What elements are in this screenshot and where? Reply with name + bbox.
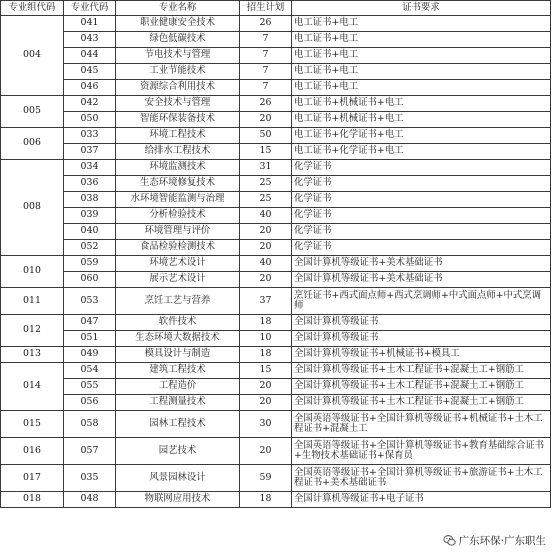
table-row	[1, 315, 551, 331]
table-row	[1, 80, 551, 96]
plan-cell: 26	[240, 96, 292, 112]
table-row	[1, 438, 551, 465]
major-name-cell: 烹饪工艺与营养	[116, 288, 240, 315]
table-row	[1, 347, 551, 363]
major-name-cell: 给排水工程技术	[116, 144, 240, 160]
certificate-cell: 电工证书+电工	[292, 64, 551, 80]
group-code-cell: 013	[1, 347, 64, 363]
table-row	[1, 492, 551, 508]
major-name-cell: 节电技术与管理	[116, 48, 240, 64]
certificate-cell: 全国计算机等级证书	[292, 331, 551, 347]
major-code-cell: 055	[64, 379, 116, 395]
certificate-cell: 全国计算机等级证书+美术基础证书	[292, 272, 551, 288]
major-name-cell: 工程造价	[116, 379, 240, 395]
plan-cell: 30	[240, 411, 292, 438]
major-code-cell: 041	[64, 16, 116, 32]
major-code-cell: 035	[64, 465, 116, 492]
table-row	[1, 411, 551, 438]
table-row	[1, 363, 551, 379]
plan-cell: 15	[240, 363, 292, 379]
group-code-cell: 006	[1, 128, 64, 160]
group-code-cell: 018	[1, 492, 64, 508]
major-name-cell: 环境工程技术	[116, 128, 240, 144]
plan-cell: 20	[240, 112, 292, 128]
certificate-cell: 全国英语等级证书+全国计算机等级证书+机械证书+土木工程证书+混凝土工	[292, 411, 551, 438]
table-row	[1, 395, 551, 411]
major-code-cell: 053	[64, 288, 116, 315]
certificate-cell: 全国计算机等级证书+机械证书+模具工	[292, 347, 551, 363]
table-row	[1, 96, 551, 112]
major-code-cell: 049	[64, 347, 116, 363]
major-name-cell: 环境管理与评价	[116, 224, 240, 240]
table-row	[1, 240, 551, 256]
table-row	[1, 64, 551, 80]
plan-cell: 20	[240, 379, 292, 395]
certificate-cell: 全国计算机等级证书+美术基础证书	[292, 256, 551, 272]
major-name-cell: 智能环保装备技术	[116, 112, 240, 128]
header-group-code: 专业组代码	[1, 1, 64, 16]
group-code-cell: 014	[1, 363, 64, 411]
major-code-cell: 033	[64, 128, 116, 144]
group-code-cell: 017	[1, 465, 64, 492]
plan-cell: 20	[240, 395, 292, 411]
major-code-cell: 046	[64, 80, 116, 96]
major-code-cell: 045	[64, 64, 116, 80]
major-name-cell: 资源综合利用技术	[116, 80, 240, 96]
certificate-cell: 化学证书	[292, 208, 551, 224]
header-certificate: 证书要求	[292, 1, 551, 16]
major-name-cell: 安全技术与管理	[116, 96, 240, 112]
certificate-cell: 电工证书+机械证书+电工	[292, 96, 551, 112]
major-name-cell: 软件技术	[116, 315, 240, 331]
table-body	[1, 16, 551, 508]
plan-cell: 31	[240, 160, 292, 176]
watermark-text: 广东环保·广东职生	[458, 535, 546, 547]
plan-cell: 7	[240, 32, 292, 48]
certificate-cell: 全国英语等级证书+全国计算机等级证书+旅游证书+土木工程证书+美术基础证书	[292, 465, 551, 492]
certificate-cell: 全国英语等级证书+全国计算机等级证书+教育基础综合证书+生物技术基础证书+保育员	[292, 438, 551, 465]
major-code-cell: 043	[64, 32, 116, 48]
group-code-cell: 004	[1, 16, 64, 96]
plan-cell: 59	[240, 465, 292, 492]
major-code-cell: 060	[64, 272, 116, 288]
major-name-cell: 物联网应用技术	[116, 492, 240, 508]
group-code-cell: 011	[1, 288, 64, 315]
major-name-cell: 模具设计与制造	[116, 347, 240, 363]
major-code-cell: 039	[64, 208, 116, 224]
major-code-cell: 036	[64, 176, 116, 192]
certificate-cell: 全国计算机等级证书+电子证书	[292, 492, 551, 508]
certificate-cell: 全国计算机等级证书+土木工程证书+混凝土工+钢筋工	[292, 363, 551, 379]
certificate-cell: 烹饪证书+西式面点师+西式烹调师+中式面点师+中式烹调师	[292, 288, 551, 315]
table-row	[1, 176, 551, 192]
plan-cell: 7	[240, 80, 292, 96]
major-name-cell: 工业节能技术	[116, 64, 240, 80]
plan-cell: 26	[240, 16, 292, 32]
group-code-cell: 008	[1, 160, 64, 256]
table-row	[1, 331, 551, 347]
major-name-cell: 工程测量技术	[116, 395, 240, 411]
table-row	[1, 48, 551, 64]
certificate-cell: 电工证书+化学证书+电工	[292, 128, 551, 144]
watermark	[440, 532, 549, 549]
table-row	[1, 192, 551, 208]
plan-cell: 25	[240, 176, 292, 192]
major-name-cell: 环境监测技术	[116, 160, 240, 176]
certificate-cell: 化学证书	[292, 160, 551, 176]
plan-cell: 40	[240, 208, 292, 224]
table-row	[1, 224, 551, 240]
major-code-cell: 040	[64, 224, 116, 240]
plan-cell: 20	[240, 240, 292, 256]
certificate-cell: 电工证书+机械证书+电工	[292, 112, 551, 128]
major-code-cell: 044	[64, 48, 116, 64]
table-row	[1, 208, 551, 224]
major-code-cell: 034	[64, 160, 116, 176]
plan-cell: 50	[240, 128, 292, 144]
header-plan: 招生计划	[240, 1, 292, 16]
major-code-cell: 048	[64, 492, 116, 508]
certificate-cell: 电工证书+电工	[292, 48, 551, 64]
major-code-cell: 058	[64, 411, 116, 438]
group-code-cell: 010	[1, 256, 64, 288]
group-code-cell: 012	[1, 315, 64, 347]
major-name-cell: 展示艺术设计	[116, 272, 240, 288]
major-name-cell: 食品检验检测技术	[116, 240, 240, 256]
plan-cell: 20	[240, 272, 292, 288]
major-name-cell: 园林工程技术	[116, 411, 240, 438]
certificate-cell: 化学证书	[292, 176, 551, 192]
certificate-cell: 化学证书	[292, 192, 551, 208]
major-name-cell: 园艺技术	[116, 438, 240, 465]
major-code-cell: 038	[64, 192, 116, 208]
table-row	[1, 465, 551, 492]
table-row	[1, 160, 551, 176]
certificate-cell: 化学证书	[292, 240, 551, 256]
major-code-cell: 037	[64, 144, 116, 160]
major-code-cell: 059	[64, 256, 116, 272]
major-code-cell: 042	[64, 96, 116, 112]
major-name-cell: 风景园林设计	[116, 465, 240, 492]
table-row	[1, 272, 551, 288]
major-code-cell: 057	[64, 438, 116, 465]
major-name-cell: 建筑工程技术	[116, 363, 240, 379]
table-row	[1, 112, 551, 128]
wechat-icon	[443, 534, 456, 547]
certificate-cell: 电工证书+电工	[292, 32, 551, 48]
major-name-cell: 分析检验技术	[116, 208, 240, 224]
plan-cell: 7	[240, 48, 292, 64]
table-row	[1, 128, 551, 144]
major-name-cell: 环境艺术设计	[116, 256, 240, 272]
certificate-cell: 全国计算机等级证书+土木工程证书+混凝土工+钢筋工	[292, 379, 551, 395]
certificate-cell: 全国计算机等级证书	[292, 315, 551, 331]
certificate-cell: 电工证书+电工	[292, 80, 551, 96]
plan-cell: 18	[240, 347, 292, 363]
table-row	[1, 288, 551, 315]
table-row	[1, 256, 551, 272]
group-code-cell: 015	[1, 411, 64, 438]
certificate-cell: 电工证书+化学证书+电工	[292, 144, 551, 160]
group-code-cell: 005	[1, 96, 64, 128]
table-row	[1, 32, 551, 48]
major-name-cell: 绿色低碳技术	[116, 32, 240, 48]
certificate-cell: 化学证书	[292, 224, 551, 240]
plan-cell: 18	[240, 315, 292, 331]
table-header-row	[1, 1, 551, 16]
major-code-cell: 047	[64, 315, 116, 331]
major-name-cell: 生态环境修复技术	[116, 176, 240, 192]
plan-cell: 20	[240, 438, 292, 465]
table-row	[1, 144, 551, 160]
plan-cell: 18	[240, 492, 292, 508]
plan-cell: 40	[240, 256, 292, 272]
plan-cell: 10	[240, 331, 292, 347]
major-code-cell: 052	[64, 240, 116, 256]
major-code-cell: 050	[64, 112, 116, 128]
plan-cell: 7	[240, 64, 292, 80]
major-name-cell: 水环境智能监测与治理	[116, 192, 240, 208]
plan-cell: 15	[240, 144, 292, 160]
major-name-cell: 职业健康安全技术	[116, 16, 240, 32]
header-major-name: 专业名称	[116, 1, 240, 16]
plan-cell: 25	[240, 192, 292, 208]
major-code-cell: 056	[64, 395, 116, 411]
group-code-cell: 016	[1, 438, 64, 465]
header-major-code: 专业代码	[64, 1, 116, 16]
table-row	[1, 16, 551, 32]
major-code-cell: 054	[64, 363, 116, 379]
major-code-cell: 051	[64, 331, 116, 347]
plan-cell: 37	[240, 288, 292, 315]
plan-cell: 20	[240, 224, 292, 240]
major-name-cell: 生态环境大数据技术	[116, 331, 240, 347]
certificate-cell: 电工证书+电工	[292, 16, 551, 32]
table-row	[1, 379, 551, 395]
certificate-cell: 全国计算机等级证书+土木工程证书+混凝土工+钢筋工	[292, 395, 551, 411]
